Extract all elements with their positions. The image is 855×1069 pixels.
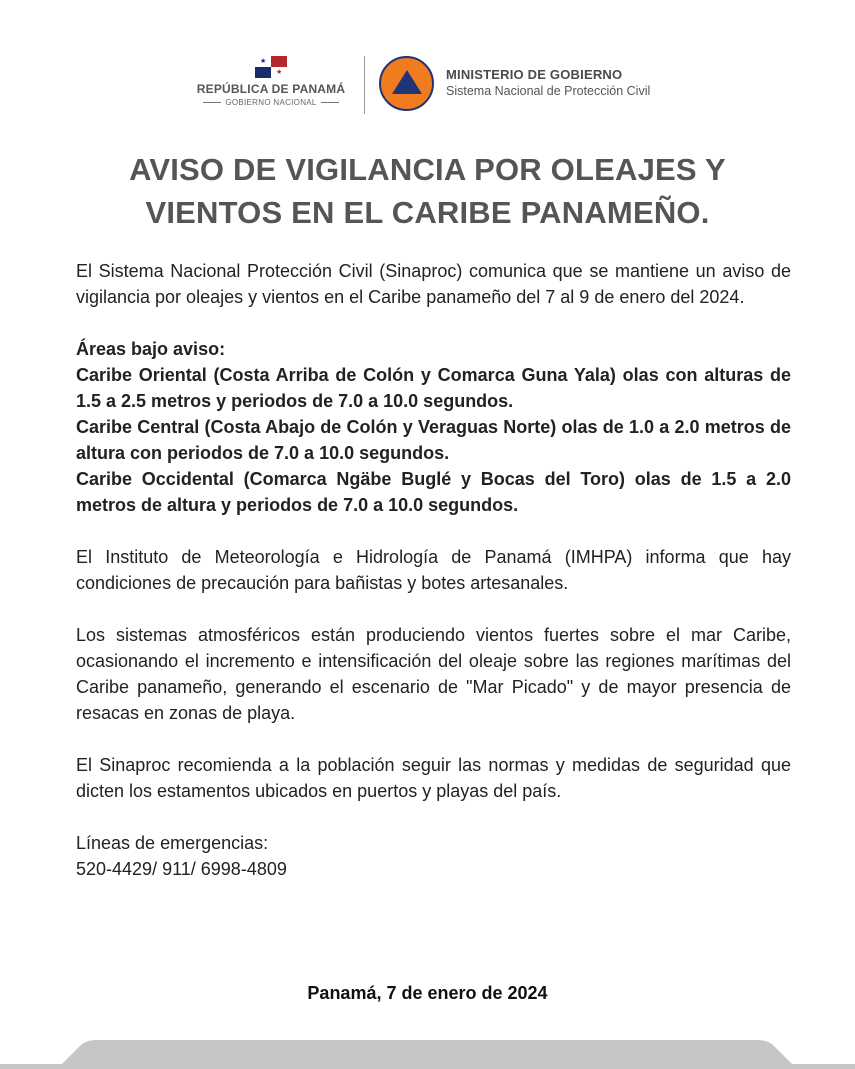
imhpa-paragraph: El Instituto de Meteorología e Hidrología de Panamá (IMHPA) informa que hay condiciones de precaución para bañistas y botes artesanales. — [76, 547, 791, 593]
notice-body — [76, 258, 791, 882]
footer-tab-shape — [0, 1040, 855, 1069]
title-line-2: VIENTOS EN EL CARIBE PANAMEÑO. — [145, 195, 710, 230]
header-divider — [364, 56, 365, 114]
ministry-title: MINISTERIO DE GOBIERNO — [446, 67, 623, 82]
government-title: REPÚBLICA DE PANAMÁ — [196, 82, 346, 96]
page-title — [0, 148, 855, 234]
emergency-label: Líneas de emergencias: — [76, 833, 269, 853]
title-line-1: AVISO DE VIGILANCIA POR OLEAJES Y — [129, 152, 726, 187]
government-subtitle: GOBIERNO NACIONAL — [190, 98, 352, 107]
place-date: Panamá, 7 de enero de 2024 — [307, 983, 548, 1003]
area-item: Caribe Occidental (Comarca Ngäbe Buglé y Bocas del Toro) olas de 1.5 a 2.0 metros de altura y periodos de 7.0 a 10.0 segundos. — [76, 469, 791, 515]
emergency-numbers: 520-4429/ 911/ 6998-4809 — [76, 859, 287, 879]
panama-flag-icon: ★ ★ — [255, 56, 287, 78]
systems-paragraph: Los sistemas atmosféricos están produciendo vientos fuertes sobre el mar Caribe, ocasionando el incremento e intensificación del oleaje sobre las regiones marítimas del Caribe panameño, generando el escenario de "Mar Picado" y de mayor presencia de resacas en zonas de playa. — [76, 625, 791, 723]
letterhead — [0, 52, 855, 118]
intro-paragraph: El Sistema Nacional Protección Civil (Sinaproc) comunica que se mantiene un aviso de vigilancia por oleajes y vientos en el Caribe panameño del 7 al 9 de enero del 2024. — [76, 261, 791, 307]
area-item: Caribe Oriental (Costa Arriba de Colón y Comarca Guna Yala) olas con alturas de 1.5 a 2.5 metros y periodos de 7.0 a 10.0 segundos. — [76, 365, 791, 411]
government-logo — [190, 56, 352, 107]
area-item: Caribe Central (Costa Abajo de Colón y Veraguas Norte) olas de 1.0 a 2.0 metros de altura con periodos de 7.0 a 10.0 segundos. — [76, 417, 791, 463]
ministry-subtitle: Sistema Nacional de Protección Civil — [446, 84, 651, 98]
areas-heading: Áreas bajo aviso: — [76, 339, 226, 359]
sinaproc-seal-icon — [379, 56, 434, 111]
ministry-logo-text — [446, 67, 650, 98]
recommendation-paragraph: El Sinaproc recomienda a la población seguir las normas y medidas de seguridad que dicten los estamentos ubicados en puertos y playas del país. — [76, 755, 791, 801]
